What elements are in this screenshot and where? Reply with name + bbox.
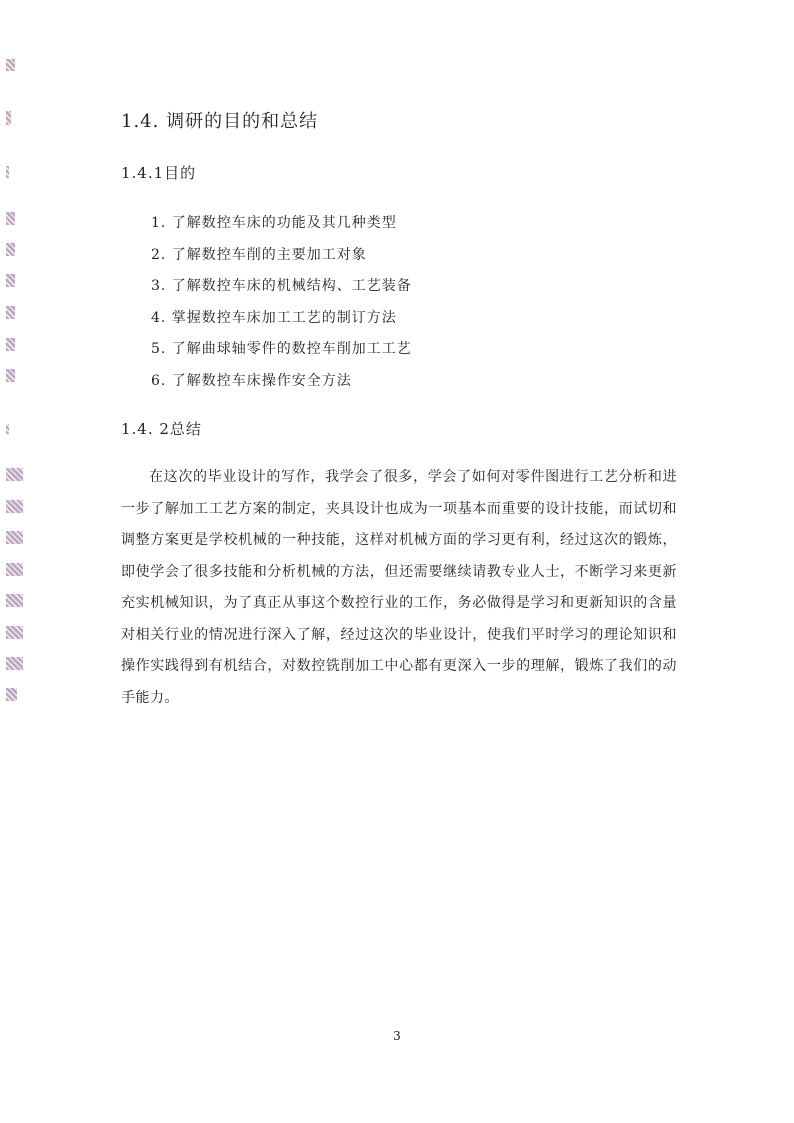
list-item: 2. 了解数控车削的主要加工对象 (151, 246, 367, 263)
margin-mark (6, 468, 23, 481)
margin-mark (6, 274, 15, 287)
margin-mark (6, 369, 15, 382)
summary-paragraph: 在这次的毕业设计的写作，我学会了很多，学会了如何对零件图进行工艺分析和进一步了解加工工艺方案的制定，夹具设计也成为一项基本而重要的设计技能，而试切和调整方案更是学校机械的一种技能，这样对机械方面的学习更有利，经过这次的锻炼，即使学会了很多技能和分析机械的方法，但还需要继续请教专业人士，不断学习来更新充实机械知识，为了真正从事这个数控行业的工作，务必做得是学习和更新知识的含量对相关行业的情况进行深入了解，经过这次的毕业设计，使我们平时学习的理论知识和操作实践得到有机结合，对数控铣削加工中心都有更深入一步的理解，锻炼了我们的动手能力。 (121, 469, 677, 706)
margin-mark (6, 306, 15, 319)
subsection-heading-summary: 1.4. 2总结 (121, 420, 202, 438)
margin-mark (6, 563, 23, 576)
margin-mark (6, 243, 15, 256)
margin-mark (6, 500, 23, 513)
margin-mark (6, 166, 9, 178)
list-item: 1. 了解数控车床的功能及其几种类型 (151, 215, 397, 231)
margin-mark (6, 338, 15, 351)
subsection-heading-purpose: 1.4.1目的 (121, 164, 197, 182)
list-item: 3. 了解数控车床的机械结构、工艺装备 (151, 278, 412, 294)
margin-mark (6, 594, 23, 607)
margin-mark (6, 424, 9, 434)
margin-mark (6, 59, 15, 71)
margin-mark (6, 688, 17, 701)
margin-mark (6, 111, 11, 125)
margin-mark (6, 657, 23, 670)
margin-mark (6, 531, 23, 544)
list-item: 6. 了解数控车床操作安全方法 (151, 372, 352, 389)
list-item: 5. 了解曲球轴零件的数控车削加工工艺 (151, 341, 412, 357)
list-item: 4. 掌握数控车床加工工艺的制订方法 (151, 309, 397, 326)
page-number: 3 (393, 1029, 401, 1043)
purpose-list (151, 211, 412, 400)
margin-mark (6, 212, 15, 225)
margin-mark (6, 626, 23, 639)
section-heading: 1.4. 调研的目的和总结 (121, 111, 319, 132)
